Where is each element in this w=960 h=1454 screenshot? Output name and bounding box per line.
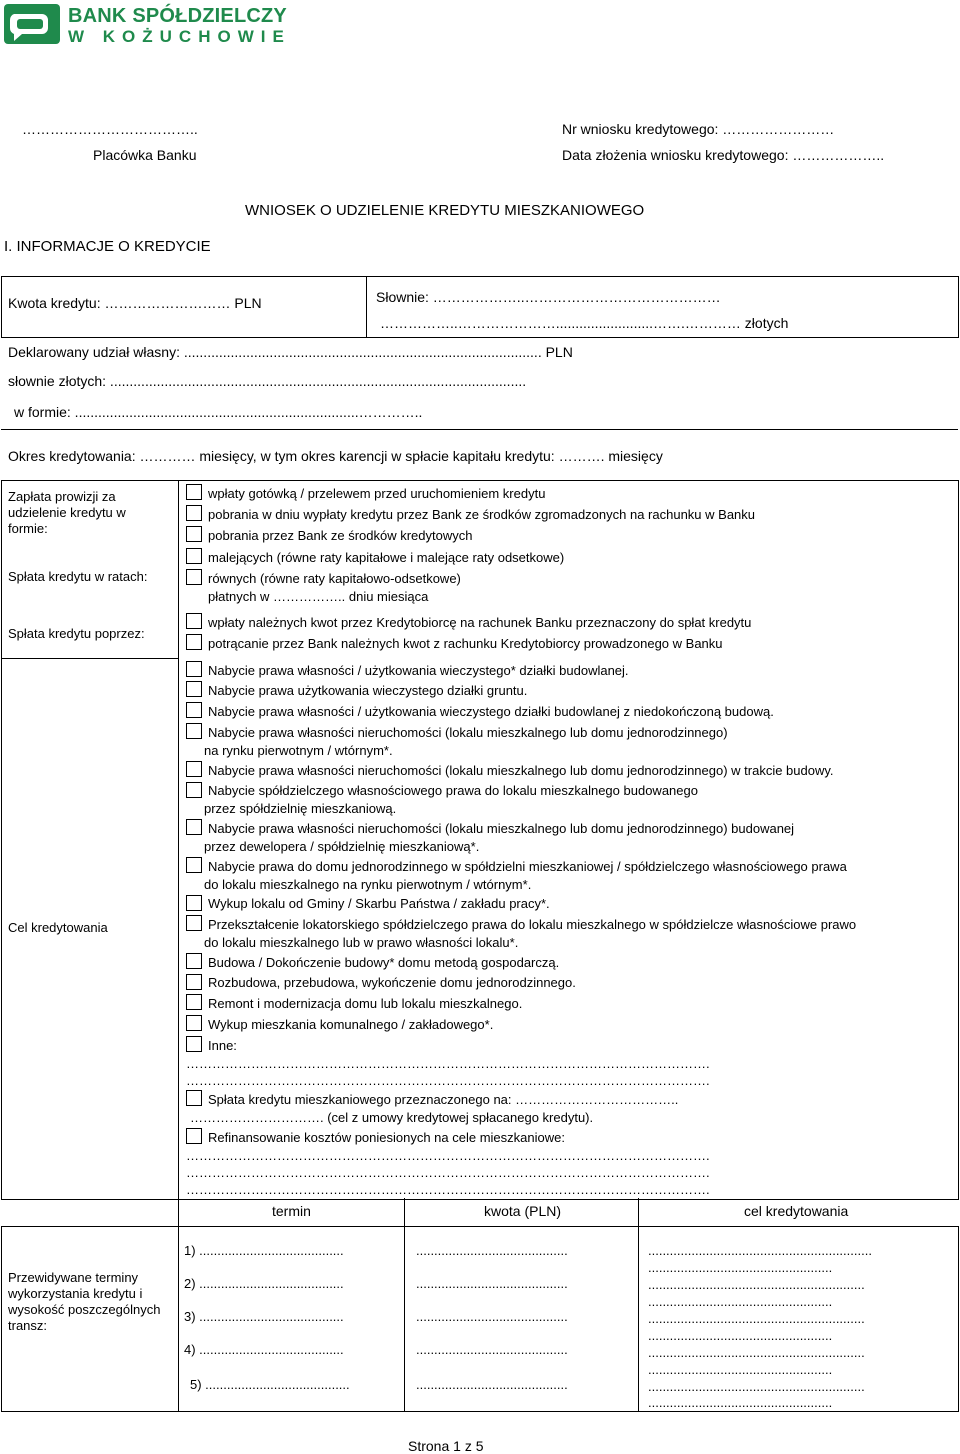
tranche-term[interactable]: 4) ........................................ — [184, 1342, 344, 1357]
checkbox[interactable] — [186, 681, 202, 697]
loan-period[interactable]: Okres kredytowania: ………… miesięcy, w tym okres karencji w spłacie kapitału kredytu: ………. miesięcy — [8, 448, 663, 464]
checkbox[interactable] — [186, 974, 202, 990]
tranche-term[interactable]: 5) ........................................ — [190, 1377, 350, 1392]
repayment-option-2: potrącanie przez Bank należnych kwot z rachunku Kredytobiorcy prowadzonego w Banku — [208, 636, 723, 651]
checkbox[interactable] — [186, 505, 202, 521]
purpose-option: Nabycie prawa użytkowania wieczystego działki gruntu. — [208, 683, 528, 698]
section-title: I. INFORMACJE O KREDYCIE — [4, 238, 211, 255]
checkbox[interactable] — [186, 613, 202, 629]
loan-amount-words[interactable]: Słownie: ………………..…………………………………… — [376, 289, 721, 305]
main-table-divider — [178, 480, 179, 1199]
refinancing-dots[interactable]: …………………………………………………………………………………………………………. — [186, 1148, 710, 1163]
checkbox[interactable] — [186, 895, 202, 911]
application-number[interactable]: Nr wniosku kredytowego: …………………… — [562, 121, 835, 137]
repay-mortgage-option[interactable]: Spłata kredytu mieszkaniowego przeznaczonego na: ……………………………….. — [208, 1092, 679, 1107]
checkbox[interactable] — [186, 915, 202, 931]
purpose-option: Nabycie prawa własności nieruchomości (lokalu mieszkalnego lub domu jednorodzinnego) budowanej — [208, 821, 795, 836]
commission-option-1: wpłaty gotówką / przelewem przed uruchomieniem kredytu — [208, 486, 546, 501]
checkbox[interactable] — [186, 1036, 202, 1052]
checkbox[interactable] — [186, 548, 202, 564]
tranches-header-amount: kwota (PLN) — [484, 1203, 562, 1219]
tranches-header-term: termin — [272, 1203, 311, 1219]
commission-option-2: pobrania w dniu wypłaty kredytu przez Bank ze środków zgromadzonych na rachunku w Banku — [208, 507, 756, 522]
purpose-option: Budowa / Dokończenie budowy* domu metodą gospodarczą. — [208, 955, 560, 970]
purpose-option-other: Inne: — [208, 1038, 237, 1053]
purpose-option-cont: przez dewelopera / spółdzielnię mieszkaniową*. — [204, 839, 480, 854]
checkbox[interactable] — [186, 994, 202, 1010]
purpose-option: Rozbudowa, przebudowa, wykończenie domu jednorodzinnego. — [208, 975, 576, 990]
purpose-option-cont: na rynku pierwotnym / wtórnym*. — [204, 743, 393, 758]
installments-option-1: malejących (równe raty kapitałowe i malejące raty odsetkowe) — [208, 550, 565, 565]
checkbox[interactable] — [186, 702, 202, 718]
tranche-term[interactable]: 2) ........................................ — [184, 1276, 344, 1291]
commission-label: Zapłata prowizji za udzielenie kredytu w formie: — [8, 489, 126, 536]
checkbox[interactable] — [186, 761, 202, 777]
purpose-option: Nabycie prawa własności / użytkowania wieczystego działki budowlanej z niedokończoną budową. — [208, 704, 774, 719]
tranche-purpose[interactable]: ................................................... — [648, 1294, 833, 1309]
purpose-option: Nabycie prawa do domu jednorodzinnego w spółdzielni mieszkaniowej / spółdzielczego własnościowego prawa — [208, 859, 847, 874]
repayment-label: Spłata kredytu poprzez: — [8, 626, 145, 641]
purpose-option-cont: do lokalu mieszkalnego na rynku pierwotnym / wtórnym*. — [204, 877, 532, 892]
refinancing-dots[interactable]: …………………………………………………………………………………………………………. — [186, 1165, 710, 1180]
purpose-option-cont: przez spółdzielnię mieszkaniową. — [204, 801, 397, 816]
tranche-amount[interactable]: .......................................... — [416, 1342, 568, 1357]
purpose-option: Remont i modernizacja domu lub lokalu mieszkalnego. — [208, 996, 523, 1011]
logo-line2: W KOŻUCHOWIE — [68, 27, 291, 46]
repay-mortgage-cont[interactable]: …………………………. (cel z umowy kredytowej spłacanego kredytu). — [190, 1110, 594, 1125]
branch-dots[interactable]: ……………………………….. — [22, 121, 198, 137]
purpose-option: Nabycie spółdzielczego własnościowego prawa do lokalu mieszkalnego budowanego — [208, 783, 698, 798]
tranche-purpose[interactable]: ................................................... — [648, 1395, 833, 1410]
other-dots[interactable]: …………………………………………………………………………………………………………. — [186, 1073, 710, 1088]
tranche-purpose[interactable]: ............................................................ — [648, 1345, 865, 1360]
checkbox[interactable] — [186, 819, 202, 835]
label-divider — [1, 658, 179, 659]
purpose-option: Przekształcenie lokatorskiego spółdzielczego prawa do lokalu mieszkalnego w spółdzielcze własnościowe prawo — [208, 917, 857, 932]
loan-amount[interactable]: Kwota kredytu: ……………………… PLN — [8, 295, 262, 311]
tranche-amount[interactable]: .......................................... — [416, 1243, 568, 1258]
tranche-purpose[interactable]: ............................................................ — [648, 1379, 865, 1394]
tranche-term[interactable]: 1) ........................................ — [184, 1243, 344, 1258]
tranche-purpose[interactable]: ................................................... — [648, 1260, 833, 1275]
document-title: WNIOSEK O UDZIELENIE KREDYTU MIESZKANIOWEGO — [245, 202, 645, 219]
checkbox[interactable] — [186, 484, 202, 500]
tranche-purpose[interactable]: ............................................................ — [648, 1277, 865, 1292]
checkbox[interactable] — [186, 1015, 202, 1031]
checkbox[interactable] — [186, 1128, 202, 1144]
repayment-option-1: wpłaty należnych kwot przez Kredytobiorcę na rachunek Banku przeznaczony do spłat kredytu — [208, 615, 752, 630]
checkbox[interactable] — [186, 634, 202, 650]
purpose-option: Wykup mieszkania komunalnego / zakładowego*. — [208, 1017, 494, 1032]
commission-option-3: pobrania przez Bank ze środków kredytowych — [208, 528, 473, 543]
purpose-option: Nabycie prawa własności nieruchomości (lokalu mieszkalnego lub domu jednorodzinnego) — [208, 725, 728, 740]
page-number: Strona 1 z 5 — [408, 1438, 484, 1454]
checkbox[interactable] — [186, 953, 202, 969]
tranche-purpose[interactable]: ............................................................ — [648, 1311, 865, 1326]
own-contribution-words[interactable]: słownie złotych: ........................................................................................................... — [8, 373, 527, 389]
tranche-amount[interactable]: .......................................... — [416, 1309, 568, 1324]
amount-divider — [366, 276, 367, 337]
tranche-purpose[interactable]: .............................................................. — [648, 1243, 872, 1258]
purpose-option: Nabycie prawa własności nieruchomości (lokalu mieszkalnego lub domu jednorodzinnego) w trakcie budowy. — [208, 763, 834, 778]
bank-logo — [4, 4, 291, 46]
checkbox[interactable] — [186, 782, 202, 798]
tranches-label: Przewidywane terminy wykorzystania kredytu i wysokość poszczególnych transz: — [8, 1270, 161, 1333]
purpose-option-cont: do lokalu mieszkalnego lub w prawo własności lokalu*. — [204, 935, 519, 950]
application-date[interactable]: Data złożenia wniosku kredytowego: ……………….. — [562, 147, 885, 163]
tranche-amount[interactable]: .......................................... — [416, 1276, 568, 1291]
tranches-divider — [178, 1198, 179, 1411]
tranche-term[interactable]: 3) ........................................ — [184, 1309, 344, 1324]
own-contribution[interactable]: Deklarowany udział własny: ............................................................................................ PLN — [8, 344, 573, 360]
checkbox[interactable] — [186, 526, 202, 542]
tranches-divider — [404, 1198, 405, 1411]
purpose-option: Nabycie prawa własności / użytkowania wieczystego* działki budowlanej. — [208, 663, 629, 678]
installments-option-2: równych (równe raty kapitałowo-odsetkowe) — [208, 571, 461, 586]
installments-label: Spłata kredytu w ratach: — [8, 569, 148, 584]
divider — [1, 429, 958, 430]
other-dots[interactable]: …………………………………………………………………………………………………………. — [186, 1056, 710, 1071]
own-contribution-form[interactable]: w formie: .........................................................................………….. — [14, 404, 423, 420]
refinancing-option: Refinansowanie kosztów poniesionych na cele mieszkaniowe: — [208, 1130, 565, 1145]
checkbox[interactable] — [186, 569, 202, 585]
purpose-option: Wykup lokalu od Gminy / Skarbu Państwa / zakładu pracy*. — [208, 896, 550, 911]
bank-logo-icon — [4, 4, 60, 44]
checkbox[interactable] — [186, 723, 202, 739]
checkbox[interactable] — [186, 661, 202, 677]
checkbox[interactable] — [186, 1090, 202, 1106]
tranche-purpose[interactable]: ................................................... — [648, 1328, 833, 1343]
installments-payday[interactable]: płatnych w …………….. dniu miesiąca — [208, 589, 429, 604]
logo-line1: BANK SPÓŁDZIELCZY — [68, 5, 287, 27]
tranche-purpose[interactable]: ................................................... — [648, 1362, 833, 1377]
tranche-amount[interactable]: .......................................... — [416, 1377, 568, 1392]
tranches-header-purpose: cel kredytowania — [744, 1203, 849, 1219]
refinancing-dots[interactable]: …………………………………………………………………………………………………………. — [186, 1182, 710, 1197]
checkbox[interactable] — [186, 857, 202, 873]
tranches-divider — [638, 1198, 639, 1411]
loan-amount-words-cont[interactable]: ……………..………………….........................…….………… złotych — [380, 315, 789, 331]
branch-label: Placówka Banku — [93, 147, 197, 163]
purpose-label: Cel kredytowania — [8, 920, 108, 935]
